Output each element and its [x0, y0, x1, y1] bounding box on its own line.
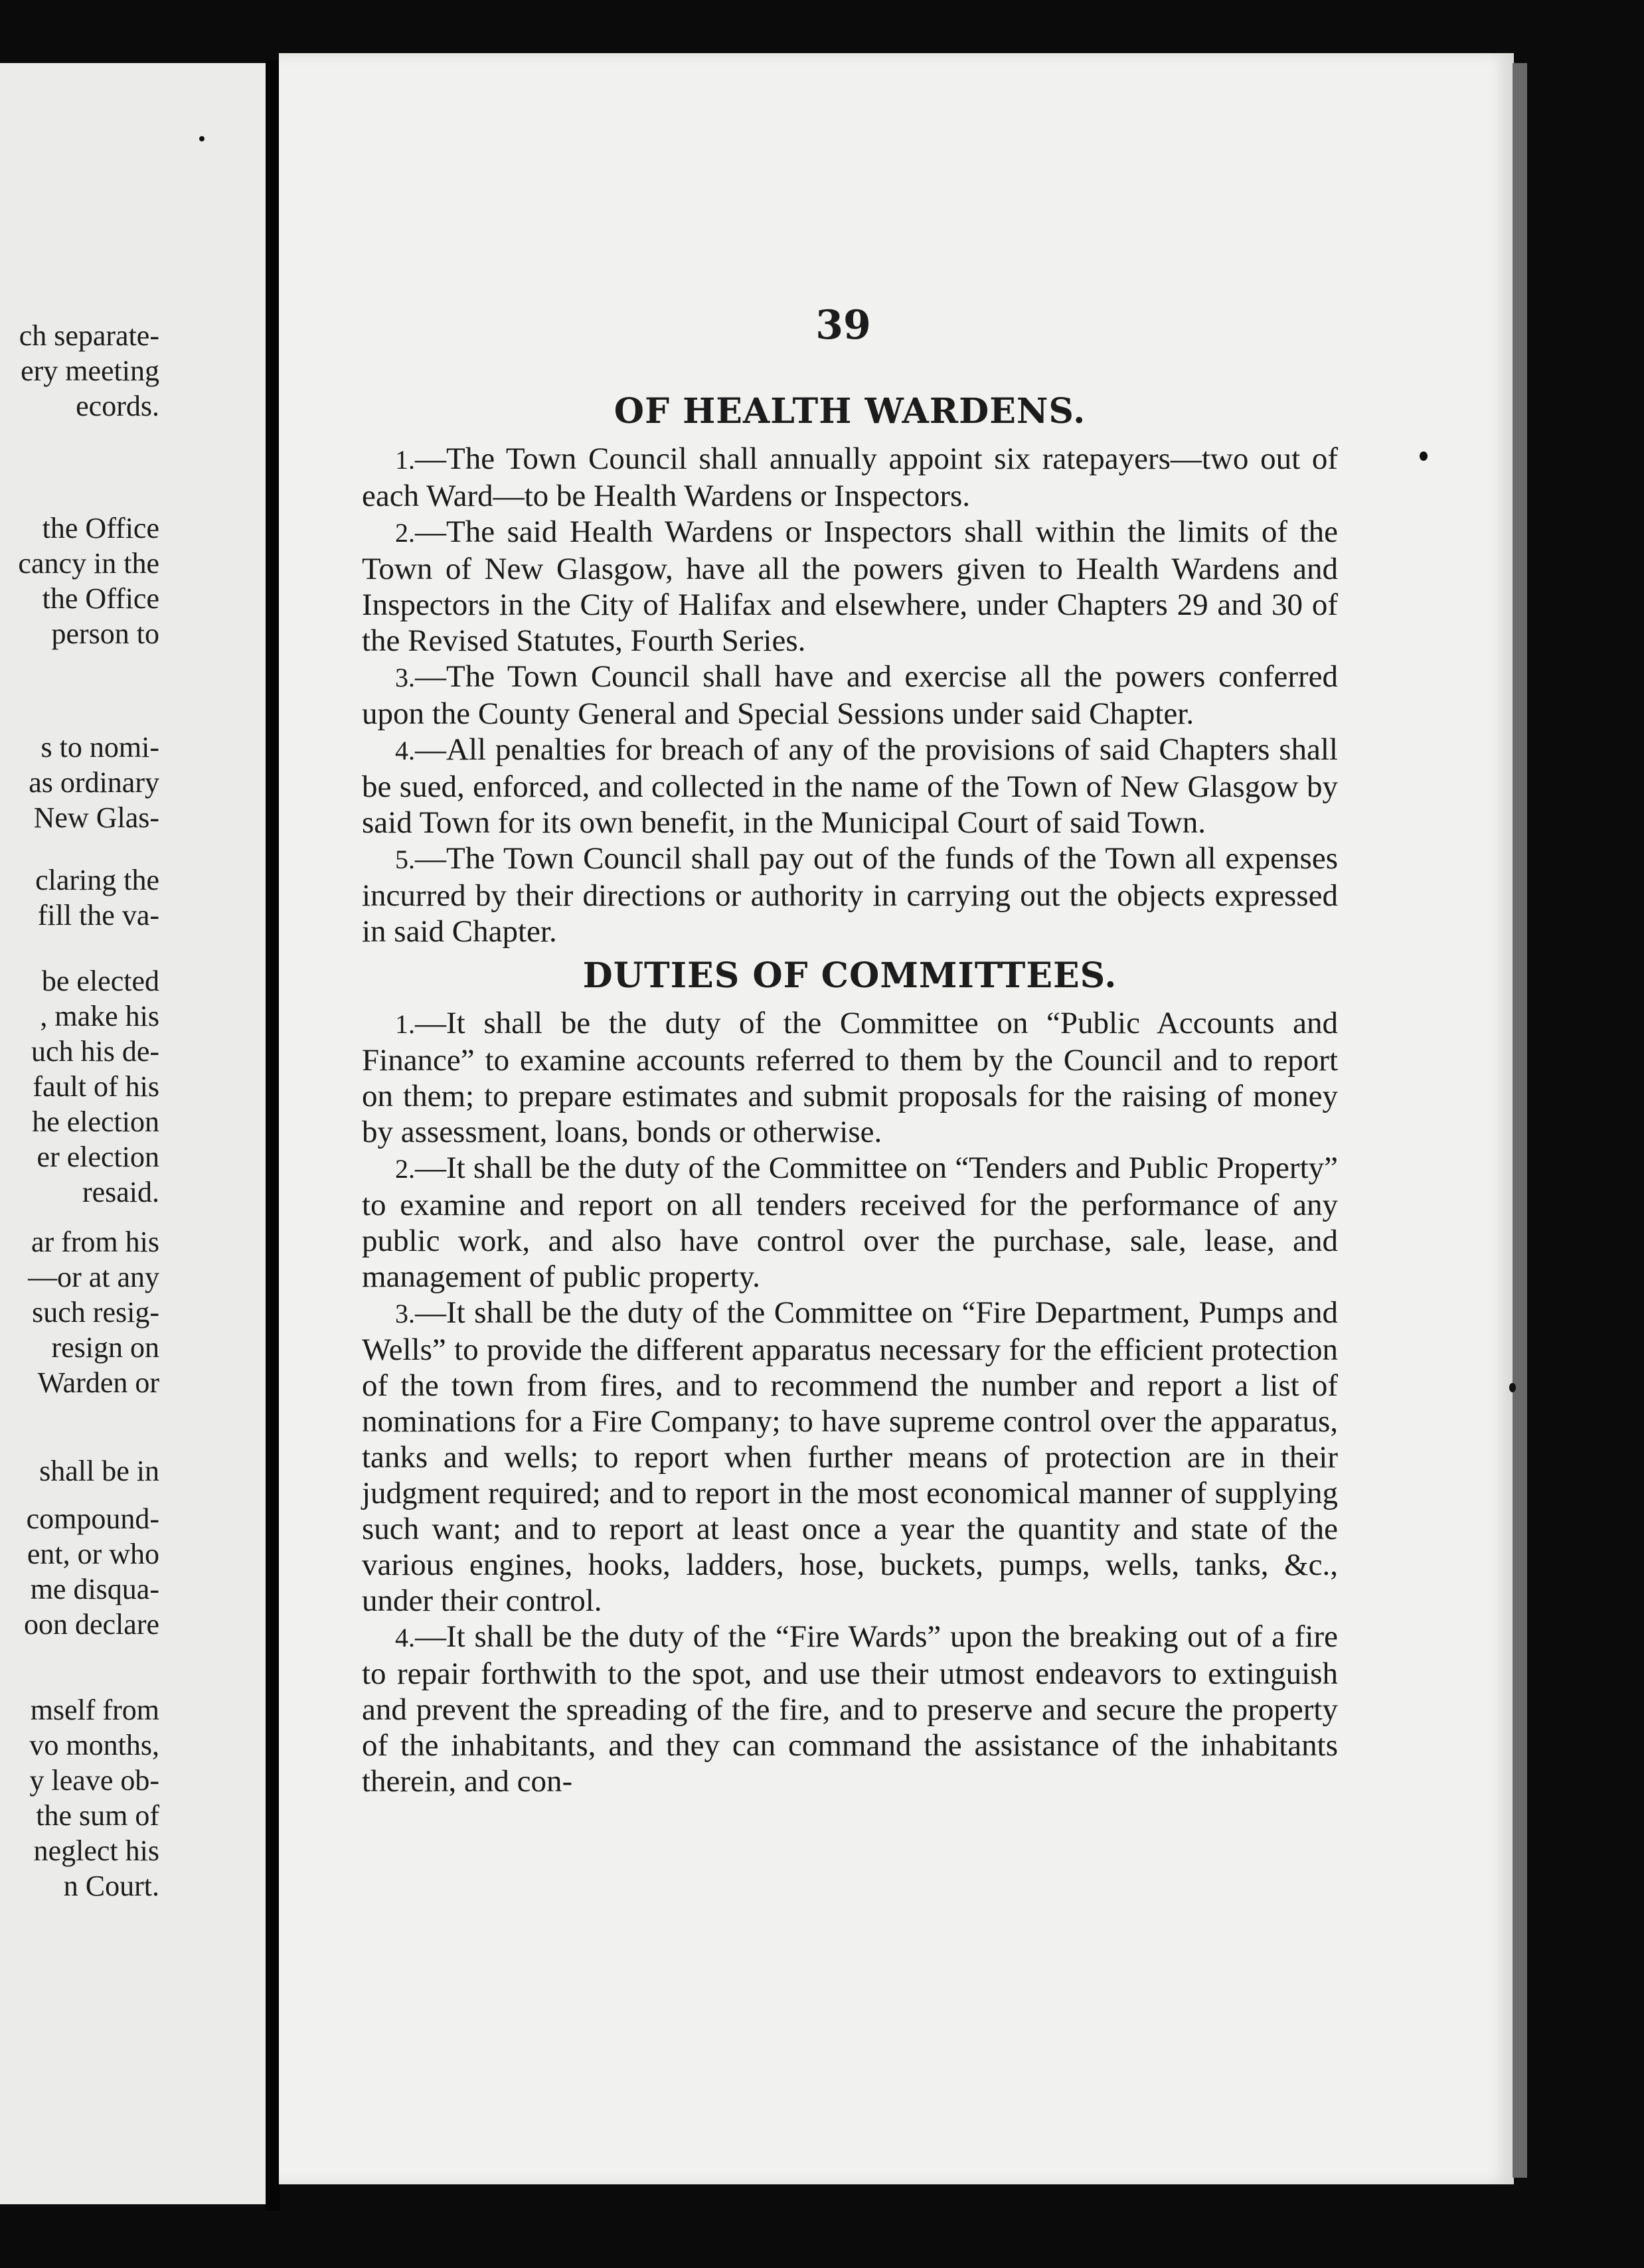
facing-page-line: such resig- — [32, 1296, 159, 1329]
paragraph: 4.—It shall be the duty of the “Fire Wards” upon the breaking out of a fire to repair forthwith to the spot, and use their utmost endeavors to extinguish and prevent the spreading of the fire, and to preserve and secure the property of the inhabitants, and they can command the assistance of the inhabitants therein, and con- — [362, 1619, 1338, 1799]
paragraph: 2.—It shall be the duty of the Committee on “Tenders and Public Property” to examine and report on all tenders received for the performance of any public work, and also have control over the purchase, sale, lease, and management of public property. — [362, 1151, 1338, 1294]
facing-page-line: fault of his — [33, 1070, 159, 1103]
facing-page-line: ch separate- — [19, 319, 159, 352]
page-text — [362, 385, 1338, 1799]
specks — [1420, 451, 1428, 461]
facing-page-line: neglect his — [33, 1834, 159, 1867]
page-number: 39 — [815, 302, 871, 349]
facing-page-line: ent, or who — [27, 1538, 159, 1570]
facing-page-line: mself from — [30, 1694, 159, 1726]
paragraph: 5.—The Town Council shall pay out of the funds of the Town all expenses incurred by their directions or authority in carrying out the objects expressed in said Chapter. — [362, 841, 1338, 949]
facing-page-line: resaid. — [82, 1176, 159, 1208]
facing-page-line: the sum of — [36, 1799, 159, 1832]
facing-page-line: s to nomi- — [41, 731, 159, 764]
specks — [1509, 1383, 1516, 1392]
facing-page-line: oon declare — [24, 1608, 159, 1641]
facing-page-line: compound- — [26, 1502, 159, 1535]
paragraph: 2.—The said Health Wardens or Inspectors shall within the limits of the Town of New Glasgow, have all the powers given to Health Wardens and Inspectors in the City of Halifax and elsewhere, under Chapters 29 and 30 of the Revised Statutes, Fourth Series. — [362, 515, 1338, 658]
facing-page-line: me disqua- — [30, 1573, 159, 1605]
facing-page-line: n Court. — [63, 1870, 159, 1902]
facing-page-line: ar from his — [31, 1226, 159, 1258]
facing-page-line: the Office — [42, 512, 159, 544]
paragraph: 1.—The Town Council shall annually appoint six ratepayers—two out of each Ward—to be Health Wardens or Inspectors. — [362, 442, 1338, 513]
section-title-duties-of-committees: DUTIES OF COMMITTEES. — [582, 955, 1117, 996]
paragraph: 1.—It shall be the duty of the Committee on “Public Accounts and Finance” to examine accounts referred to them by the Council and to report on them; to prepare estimates and submit proposals for the raising of money by assessment, loans, bonds or otherwise. — [362, 1006, 1338, 1149]
book-spine — [266, 60, 280, 2211]
facing-page-line: the Office — [42, 582, 159, 615]
facing-page-line: person to — [51, 617, 159, 650]
paragraph: 4.—All penalties for breach of any of the provisions of said Chapters shall be sued, enforced, and collected in the name of the Town of New Glasgow by said Town for its own benefit, in the Municipal Court of said Town. — [362, 732, 1338, 840]
facing-page-line: resign on — [51, 1331, 159, 1364]
facing-page — [0, 63, 266, 2204]
page-edge — [1513, 63, 1527, 2178]
facing-page-line: fill the va- — [37, 899, 159, 932]
paragraph: 3.—It shall be the duty of the Committee on “Fire Department, Pumps and Wells” to provide the different apparatus necessary for the efficient protection of the town from fires, and to recommend the number and report a list of nominations for a Fire Company; to have supreme control over the apparatus, tanks and wells; to report when further means of protection are in their judgment required; and to report in the most economical manner of supplying such want; and to report at least once a year the quantity and state of the various engines, hooks, ladders, hose, buckets, pumps, wells, tanks, &c., under their control. — [362, 1295, 1338, 1618]
facing-page-line: er election — [37, 1141, 159, 1173]
facing-page-line: New Glas- — [33, 801, 159, 834]
facing-page-line: be elected — [41, 965, 159, 997]
section-title-health-wardens: OF HEALTH WARDENS. — [614, 391, 1086, 432]
facing-page-line: he election — [32, 1105, 159, 1138]
facing-page-line: ecords. — [76, 390, 159, 422]
paragraph: 3.—The Town Council shall have and exercise all the powers conferred upon the County General and Special Sessions under said Chapter. — [362, 659, 1338, 731]
facing-page-line: claring the — [35, 864, 159, 896]
facing-page-line: y leave ob- — [29, 1764, 159, 1797]
facing-page-line: Warden or — [37, 1366, 159, 1399]
facing-page-line: —or at any — [28, 1261, 159, 1293]
facing-page-line: shall be in — [39, 1455, 159, 1487]
facing-page-line: ery meeting — [21, 355, 159, 387]
facing-page-line: vo months, — [29, 1729, 159, 1761]
facing-page-line: , make his — [40, 1000, 159, 1032]
facing-page-line: as ordinary — [29, 766, 159, 799]
specks — [199, 136, 205, 141]
facing-page-line: uch his de- — [31, 1035, 159, 1068]
facing-page-line: cancy in the — [18, 547, 159, 580]
